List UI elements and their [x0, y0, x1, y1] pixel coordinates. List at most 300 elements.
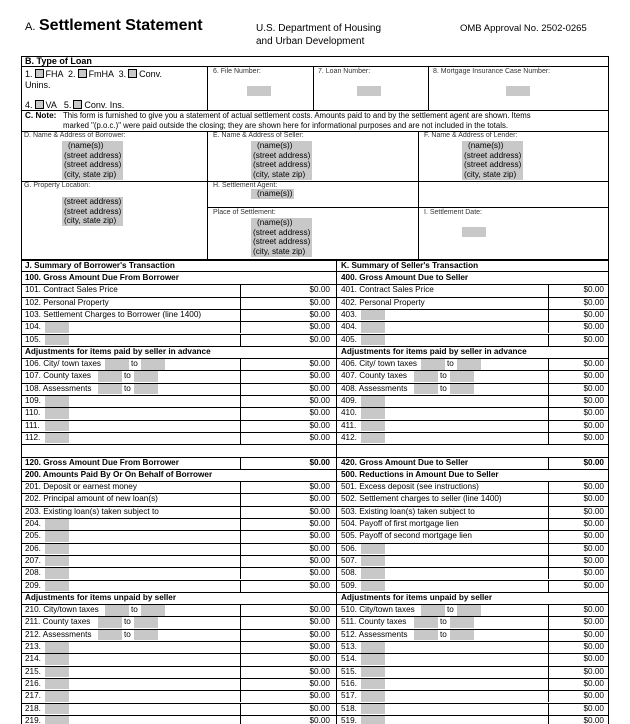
seller-summary-row [341, 616, 609, 628]
amount-value: $0.00 [309, 420, 330, 430]
fmha-checkbox[interactable] [78, 69, 87, 78]
borrower-summary-row [25, 543, 336, 555]
borrower-summary-row [25, 383, 336, 395]
amount-value: $0.00 [309, 678, 330, 688]
row-label: 215. [25, 666, 41, 676]
amount-value: $0.00 [583, 359, 604, 369]
seller-summary-row [341, 580, 609, 592]
line-description-field[interactable] [45, 421, 69, 432]
row-label: 501. Excess deposit (see instructions) [341, 482, 479, 492]
row-label: Adjustments for items paid by seller in advance [341, 346, 527, 356]
borrower-summary-row [25, 653, 336, 665]
amount-value: $0.00 [583, 396, 604, 405]
borrower-summary-row [25, 666, 336, 678]
amount-column-divider [240, 629, 241, 641]
row-label: 506. [341, 543, 357, 553]
row-label: 120. Gross Amount Due From Borrower [25, 457, 179, 467]
borrower-summary-row [25, 407, 336, 419]
settlement-agent-label: H. Settlement Agent: [213, 182, 278, 189]
amount-value: $0.00 [309, 285, 330, 295]
amount-value: $0.00 [309, 568, 330, 578]
row-label: 503. Existing loan(s) taken subject to [341, 506, 475, 516]
borrower-summary-row [25, 297, 336, 309]
borrower-summary-row [25, 703, 336, 715]
amount-column-divider [240, 309, 241, 321]
line-description-field[interactable] [361, 433, 385, 444]
seller-summary-row [341, 690, 609, 702]
amount-column-divider [548, 506, 549, 518]
amount-value: $0.00 [309, 519, 330, 528]
line-description-field[interactable] [361, 642, 385, 653]
tax-to-field[interactable] [450, 371, 474, 382]
line-description-field[interactable] [361, 581, 385, 592]
row-label: 101. Contract Sales Price [25, 285, 118, 295]
amount-value: $0.00 [583, 691, 604, 701]
amount-column-divider [548, 567, 549, 579]
va-checkbox[interactable] [35, 100, 44, 109]
line-description-field[interactable] [361, 408, 385, 419]
amount-value: $0.00 [583, 519, 604, 528]
amount-value: $0.00 [309, 334, 330, 344]
row-label: 514. [341, 654, 357, 664]
seller-summary-row [341, 604, 609, 616]
amount-column-divider [240, 580, 241, 592]
row-label: 512. Assessments [341, 629, 408, 639]
amount-column-divider [548, 629, 549, 641]
borrower-summary-row [25, 309, 336, 321]
seller-summary-row [341, 518, 609, 530]
amount-column-divider [240, 616, 241, 628]
row-label: 404. [341, 322, 357, 332]
note-line-1: This form is furnished to give you a statement of actual settlement costs. Amounts paid to and by the settlement agent are shown. Items [63, 111, 531, 120]
line-description-field[interactable] [361, 396, 385, 407]
line-description-field[interactable] [45, 544, 69, 555]
seller-summary-row [341, 321, 609, 333]
row-label: 401. Contract Sales Price [341, 285, 434, 295]
amount-value: $0.00 [583, 715, 604, 724]
seller-summary-row [341, 395, 609, 407]
amount-column-divider [240, 407, 241, 419]
seller-summary-row [341, 297, 609, 309]
lender-address-field[interactable]: (name(s)) (street address) (street address) (city, state zip) [464, 141, 522, 180]
seller-summary-row [341, 592, 609, 604]
tax-to-field[interactable] [450, 617, 474, 628]
row-label: 410. [341, 408, 357, 418]
place-of-settlement-field[interactable]: (name(s)) (street address) (street address) (city, state zip) [253, 218, 311, 257]
place-of-settlement-label: Place of Settlement: [213, 209, 276, 216]
amount-column-divider [240, 432, 241, 444]
line-description-field[interactable] [45, 335, 69, 346]
line-description-field[interactable] [45, 322, 69, 333]
borrower-summary-row [25, 432, 336, 444]
line-description-field[interactable] [361, 704, 385, 715]
line-description-field[interactable] [45, 704, 69, 715]
tax-to-field[interactable] [457, 605, 481, 616]
amount-value: $0.00 [583, 617, 604, 627]
to-label: to [131, 605, 138, 615]
borrower-summary-row [25, 370, 336, 382]
amount-value: $0.00 [583, 506, 604, 516]
amount-column-divider [548, 703, 549, 715]
amount-column-divider [548, 530, 549, 542]
j-summary-title: J. Summary of Borrower's Transaction [25, 261, 175, 270]
property-address-field[interactable]: (street address) (street address) (city, state zip) [64, 197, 122, 226]
row-label: 203. Existing loan(s) taken subject to [25, 506, 159, 516]
line-description-field[interactable] [45, 568, 69, 579]
amount-column-divider [240, 530, 241, 542]
note-label: C. Note: [25, 111, 57, 120]
line-description-field[interactable] [361, 556, 385, 567]
row-label: 105. [25, 334, 41, 344]
amount-column-divider [548, 580, 549, 592]
amount-value: $0.00 [309, 691, 330, 701]
line-description-field[interactable] [45, 556, 69, 567]
amount-value: $0.00 [583, 285, 604, 295]
borrower-summary-row [25, 493, 336, 505]
amount-column-divider [548, 407, 549, 419]
borrower-summary-row [25, 715, 336, 724]
seller-summary-row [341, 346, 609, 358]
tax-from-field[interactable] [98, 630, 122, 641]
mortgage-case-label: 8. Mortgage Insurance Case Number: [433, 68, 551, 75]
amount-column-divider [240, 457, 241, 469]
borrower-summary-row [25, 346, 336, 358]
tax-to-field[interactable] [141, 359, 165, 370]
amount-column-divider [548, 297, 549, 309]
seller-summary-row [341, 641, 609, 653]
row-label: 411. [341, 420, 357, 430]
amount-column-divider [548, 383, 549, 395]
row-label: 412. [341, 432, 357, 442]
tax-to-field[interactable] [450, 384, 474, 395]
borrower-summary-row [25, 321, 336, 333]
row-label: 103. Settlement Charges to Borrower (line 1400) [25, 309, 202, 319]
to-label: to [447, 605, 454, 615]
amount-column-divider [548, 543, 549, 555]
row-label: 206. [25, 543, 41, 553]
row-label: 516. [341, 678, 357, 688]
note-line-2: marked "(p.o.c.)" were paid outside the closing; they are shown here for informational purposes and are not included in the totals. [63, 121, 509, 130]
row-label: 510. City/town taxes [341, 605, 415, 615]
divider [21, 66, 609, 67]
amount-column-divider [240, 321, 241, 333]
borrower-summary-row [25, 690, 336, 702]
borrower-summary-row [25, 457, 336, 469]
amount-value: $0.00 [309, 580, 330, 590]
conv-unins-checkbox[interactable] [128, 69, 137, 78]
row-label: Adjustments for items unpaid by seller [25, 592, 177, 602]
amount-column-divider [240, 284, 241, 296]
seller-summary-row [341, 284, 609, 296]
to-label: to [124, 383, 131, 393]
row-label: 217. [25, 691, 41, 701]
line-description-field[interactable] [361, 667, 385, 678]
mortgage-case-field[interactable] [506, 86, 530, 96]
row-label: 219. [25, 715, 41, 724]
row-label: 111. [25, 420, 40, 430]
settlement-date-field[interactable] [462, 227, 486, 237]
line-description-field[interactable] [361, 691, 385, 702]
line-description-field[interactable] [45, 642, 69, 653]
amount-column-divider [240, 653, 241, 665]
seller-summary-row [341, 420, 609, 432]
borrower-summary-row [25, 506, 336, 518]
seller-address-field[interactable]: (name(s)) (street address) (street address) (city, state zip) [253, 141, 311, 180]
borrower-summary-row [25, 469, 336, 481]
amount-column-divider [548, 420, 549, 432]
amount-column-divider [548, 641, 549, 653]
borrower-summary-row [25, 530, 336, 542]
tax-from-field[interactable] [414, 630, 438, 641]
conv-ins-checkbox[interactable] [73, 100, 82, 109]
form-title: Settlement Statement [39, 17, 203, 34]
tax-from-field[interactable] [98, 617, 122, 628]
seller-summary-row [341, 432, 609, 444]
tax-from-field[interactable] [105, 605, 129, 616]
tax-from-field[interactable] [105, 359, 129, 370]
seller-summary-row [341, 309, 609, 321]
settlement-agent-field[interactable]: (name(s)) [251, 189, 294, 199]
amount-value: $0.00 [583, 432, 604, 442]
tax-from-field[interactable] [421, 359, 445, 370]
tax-from-field[interactable] [421, 605, 445, 616]
amount-column-divider [548, 555, 549, 567]
row-label: 213. [25, 642, 41, 651]
amount-value: $0.00 [583, 371, 604, 381]
amount-column-divider [240, 555, 241, 567]
borrower-summary-row [25, 678, 336, 690]
amount-column-divider [548, 678, 549, 690]
amount-column-divider [548, 604, 549, 616]
line-description-field[interactable] [361, 322, 385, 333]
line-description-field[interactable] [361, 335, 385, 346]
tax-from-field[interactable] [98, 371, 122, 382]
line-description-field[interactable] [45, 581, 69, 592]
line-description-field[interactable] [45, 396, 69, 407]
seller-summary-row [341, 629, 609, 641]
row-label: 505. Payoff of second mortgage lien [341, 531, 472, 541]
to-label: to [447, 359, 454, 369]
amount-value: $0.00 [309, 322, 330, 332]
amount-column-divider [240, 334, 241, 346]
amount-value: $0.00 [583, 334, 604, 344]
line-description-field[interactable] [45, 716, 69, 724]
row-label: 201. Deposit or earnest money [25, 482, 137, 492]
tax-to-field[interactable] [134, 617, 158, 628]
line-description-field[interactable] [361, 716, 385, 724]
line-description-field[interactable] [45, 667, 69, 678]
seller-summary-row [341, 469, 609, 481]
seller-summary-row [341, 457, 609, 469]
tax-from-field[interactable] [98, 384, 122, 395]
amount-column-divider [240, 395, 241, 407]
line-description-field[interactable] [45, 519, 69, 530]
line-description-field[interactable] [361, 544, 385, 555]
seller-summary-row [341, 715, 609, 724]
amount-column-divider [240, 506, 241, 518]
amount-value: $0.00 [583, 654, 604, 664]
row-label: Adjustments for items unpaid by seller [341, 592, 493, 602]
row-label: 403. [341, 309, 357, 319]
amount-column-divider [548, 653, 549, 665]
k-summary-title: K. Summary of Seller's Transaction [341, 261, 479, 270]
amount-column-divider [240, 493, 241, 505]
tax-from-field[interactable] [414, 371, 438, 382]
seller-summary-row [341, 703, 609, 715]
amount-value: $0.00 [583, 555, 604, 565]
amount-value: $0.00 [583, 457, 604, 467]
amount-value: $0.00 [309, 642, 330, 651]
row-label: 406. City/ town taxes [341, 359, 417, 369]
amount-value: $0.00 [309, 506, 330, 516]
amount-column-divider [240, 715, 241, 724]
line-description-field[interactable] [361, 679, 385, 690]
borrower-summary-row [25, 444, 336, 456]
row-label: 209. [25, 580, 41, 590]
department-name [256, 22, 416, 48]
amount-column-divider [548, 358, 549, 370]
row-label: 110. [25, 408, 41, 418]
row-label: 100. Gross Amount Due From Borrower [25, 273, 179, 282]
row-label: 109. [25, 396, 41, 405]
amount-value: $0.00 [309, 703, 330, 713]
amount-column-divider [240, 481, 241, 493]
file-number-field[interactable] [247, 86, 271, 96]
loan-number-field[interactable] [357, 86, 381, 96]
tax-from-field[interactable] [414, 617, 438, 628]
seller-summary-row [341, 383, 609, 395]
amount-column-divider [240, 678, 241, 690]
tax-to-field[interactable] [134, 630, 158, 641]
amount-column-divider [240, 604, 241, 616]
amount-value: $0.00 [309, 531, 330, 541]
amount-value: $0.00 [309, 605, 330, 615]
section-b-title: B. Type of Loan [25, 56, 92, 66]
amount-value: $0.00 [309, 617, 330, 627]
row-label: 402. Personal Property [341, 297, 425, 307]
amount-column-divider [548, 518, 549, 530]
borrower-summary-row [25, 284, 336, 296]
amount-column-divider [548, 666, 549, 678]
borrower-summary-row [25, 272, 336, 284]
to-label: to [440, 629, 447, 639]
amount-value: $0.00 [583, 580, 604, 590]
row-label: 509. [341, 580, 357, 590]
line-description-field[interactable] [45, 691, 69, 702]
row-label: 104. [25, 322, 41, 332]
row-label: 405. [341, 334, 357, 344]
amount-column-divider [548, 309, 549, 321]
tax-to-field[interactable] [457, 359, 481, 370]
borrower-summary-row [25, 334, 336, 346]
line-description-field[interactable] [45, 433, 69, 444]
to-label: to [124, 371, 131, 381]
unins-label: Unins. [25, 80, 51, 90]
row-label: Adjustments for items paid by seller in advance [25, 346, 211, 356]
amount-column-divider [240, 690, 241, 702]
loan-type-row-2: 4. VA 5. Conv. Ins. [25, 100, 125, 110]
amount-column-divider [548, 690, 549, 702]
amount-value: $0.00 [309, 396, 330, 405]
line-description-field[interactable] [361, 310, 385, 321]
amount-value: $0.00 [309, 457, 330, 467]
seller-summary-row [341, 666, 609, 678]
borrower-label: D. Name & Address of Borrower: [24, 132, 126, 139]
line-description-field[interactable] [361, 568, 385, 579]
tax-to-field[interactable] [134, 371, 158, 382]
dept-line-1: U.S. Department of Housing [256, 23, 382, 34]
amount-column-divider [548, 715, 549, 724]
seller-summary-row [341, 678, 609, 690]
borrower-address-field[interactable]: (name(s)) (street address) (street address) (city, state zip) [64, 141, 122, 180]
amount-value: $0.00 [583, 703, 604, 713]
row-label: 420. Gross Amount Due to Seller [341, 457, 469, 467]
amount-value: $0.00 [309, 543, 330, 553]
row-label: 400. Gross Amount Due to Seller [341, 273, 469, 282]
row-label: 513. [341, 642, 357, 651]
amount-column-divider [548, 321, 549, 333]
amount-value: $0.00 [583, 309, 604, 319]
amount-value: $0.00 [583, 666, 604, 676]
borrower-summary-row [25, 420, 336, 432]
amount-column-divider [240, 358, 241, 370]
seller-summary-row [341, 370, 609, 382]
amount-column-divider [240, 518, 241, 530]
amount-value: $0.00 [583, 531, 604, 541]
row-label: 212. Assessments [25, 629, 92, 639]
line-description-field[interactable] [45, 679, 69, 690]
row-label: 500. Reductions in Amount Due to Seller [341, 469, 499, 479]
to-label: to [131, 359, 138, 369]
amount-value: $0.00 [309, 297, 330, 307]
amount-value: $0.00 [583, 543, 604, 553]
amount-column-divider [240, 666, 241, 678]
tax-to-field[interactable] [141, 605, 165, 616]
tax-from-field[interactable] [414, 384, 438, 395]
borrower-summary-row [25, 518, 336, 530]
line-description-field[interactable] [361, 654, 385, 665]
amount-column-divider [240, 543, 241, 555]
line-description-field[interactable] [45, 654, 69, 665]
amount-column-divider [240, 420, 241, 432]
seller-summary-row [341, 358, 609, 370]
row-label: 211. County taxes [25, 617, 91, 627]
amount-column-divider [548, 432, 549, 444]
seller-summary-row [341, 653, 609, 665]
row-label: 205. [25, 531, 41, 541]
amount-value: $0.00 [583, 605, 604, 615]
row-label: 204. [25, 519, 41, 528]
fha-checkbox[interactable] [35, 69, 44, 78]
seller-summary-row [341, 407, 609, 419]
seller-summary-row [341, 555, 609, 567]
section-letter-a: A. [25, 21, 36, 33]
row-label: 208. [25, 568, 41, 578]
line-description-field[interactable] [361, 421, 385, 432]
borrower-summary-row [25, 358, 336, 370]
amount-column-divider [240, 567, 241, 579]
to-label: to [440, 617, 447, 627]
seller-summary-row [341, 567, 609, 579]
amount-column-divider [240, 641, 241, 653]
line-description-field[interactable] [45, 408, 69, 419]
borrower-summary-row [25, 616, 336, 628]
tax-to-field[interactable] [450, 630, 474, 641]
row-label: 218. [25, 703, 41, 713]
line-description-field[interactable] [45, 531, 69, 542]
amount-value: $0.00 [583, 568, 604, 578]
tax-to-field[interactable] [134, 384, 158, 395]
